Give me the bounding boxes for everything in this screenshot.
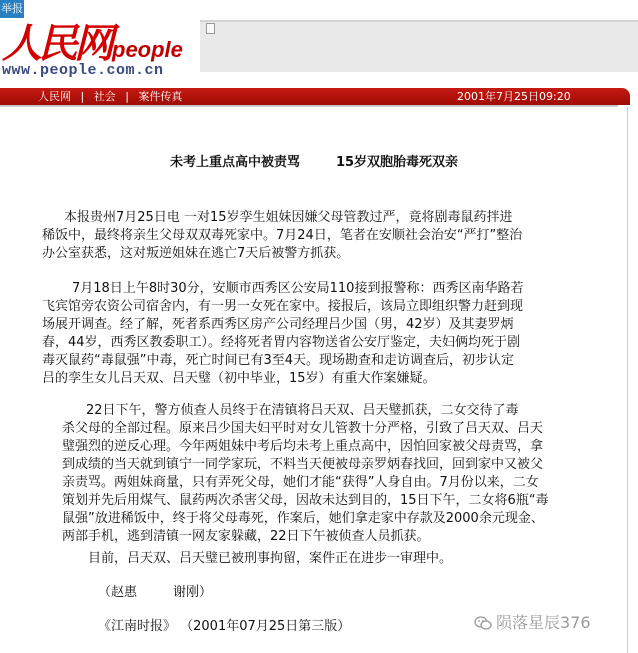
site-logo[interactable] (2, 8, 198, 84)
paragraph-line: 22日下午，警方侦查人员终于在清镇将吕天双、吕天璧抓获，二女交待了毒 (86, 403, 519, 418)
logo-wordmark (2, 12, 183, 67)
paragraph-line: 办公室获悉，这对叛逆姐妹在逃亡7天后被警方抓获。 (42, 246, 350, 261)
title-part-2: 15岁双胞胎毒死双亲 (335, 155, 459, 170)
source-citation: 《江南时报》 （2001年07月25日第三版） (98, 619, 351, 634)
watermark-text: 陨落星辰376 (496, 613, 591, 632)
paragraph-4 (88, 550, 636, 568)
paragraph-3 (62, 402, 634, 546)
paragraph-line: 策划并先后用煤气、鼠药两次杀害父母，因故未达到目的，15日下午，二女将6瓶“毒 (62, 493, 549, 508)
paragraph-line: 吕的孪生女儿吕天双、吕天璧（初中毕业，15岁）有重大作案嫌疑。 (42, 371, 436, 386)
wechat-icon (474, 616, 492, 630)
logo-en-text: people (112, 37, 183, 62)
breadcrumb (38, 88, 188, 105)
site-header (0, 0, 638, 86)
banner-placeholder (200, 20, 638, 72)
paragraph-line: 毒灭鼠药“毒鼠强”中毒，死亡时间已有3至4天。现场勘查和走访调查后，初步认定 (42, 353, 515, 368)
paragraph-line: 到成绩的当天就到镇宁一同学家玩，不料当天便被母亲罗炳春找回，回到家中又被父 (62, 457, 544, 472)
paragraph-line: 本报贵州7月25日电 一对15岁孪生姐妹因嫌父母管教过严，竟将剧毒鼠药拌进 (64, 210, 513, 225)
watermark (474, 610, 591, 633)
author-1: （赵惠 (98, 585, 138, 600)
byline (98, 581, 212, 600)
article-body (0, 107, 628, 653)
paragraph-line: 飞宾馆旁农资公司宿舍内，有一男一女死在家中。接报后，该局立即组织警力赶到现 (42, 299, 524, 314)
paragraph-line: 璧强烈的逆反心理。今年两姐妹中考后均未考上重点高中，因怕回家被父母责骂，拿 (62, 439, 544, 454)
paragraph-line: 鼠强”放进稀饭中，终于将父母毒死，作案后，她们拿走家中存款及2000余元现金、 (62, 511, 544, 526)
publish-datetime: 2001年7月25日09:20 (457, 90, 571, 103)
report-button[interactable]: 举报 (0, 0, 24, 18)
paragraph-line: 7月18日上午8时30分，安顺市西秀区公安局110接到报警称：西秀区南华路若 (72, 281, 524, 296)
paragraph-2 (42, 280, 614, 388)
breadcrumb-separator: | (80, 90, 85, 103)
logo-url: www.people.com.cn (2, 62, 164, 79)
breadcrumb-separator: | (125, 90, 129, 103)
paragraph-line: 杀父母的全部过程。原来吕少国夫妇平时对女儿管教十分严格，引致了吕天双、吕天 (62, 421, 544, 436)
title-part-1: 未考上重点高中被责骂 (169, 155, 300, 170)
article-title (0, 151, 628, 170)
paragraph-line: 亲责骂。两姐妹商量，只有弄死父母，她们才能“获得”人身自由。7月份以来，二女 (62, 475, 539, 490)
paragraph-line: 目前，吕天双、吕天璧已被刑事拘留，案件正在进步一审理中。 (88, 551, 453, 566)
logo-cn-text: 人民网 (2, 20, 110, 67)
paragraph-1 (42, 209, 612, 263)
breadcrumb-cases[interactable]: 案件传真 (138, 90, 183, 103)
breadcrumb-society[interactable]: 社会 (93, 90, 116, 103)
author-2: 谢刚） (173, 585, 213, 600)
paragraph-line: 场展开调查。经了解，死者系西秀区房产公司经理吕少国（男，42岁）及其妻罗炳 (42, 317, 514, 332)
paragraph-line: 两部手机，逃到清镇一网友家躲藏，22日下午被侦查人员抓获。 (62, 529, 430, 544)
broken-image-icon (206, 23, 215, 34)
breadcrumb-home[interactable]: 人民网 (38, 90, 71, 103)
paragraph-line: 稀饭中，最终将亲生父母双双毒死家中。7月24日，笔者在安顺社会治安“严打”整治 (42, 228, 523, 243)
nav-bar (0, 88, 630, 105)
paragraph-line: 春，44岁，西秀区教委职工）。经将死者胃内容物送省公安厅鉴定，夫妇俩均死于剧 (42, 335, 521, 350)
